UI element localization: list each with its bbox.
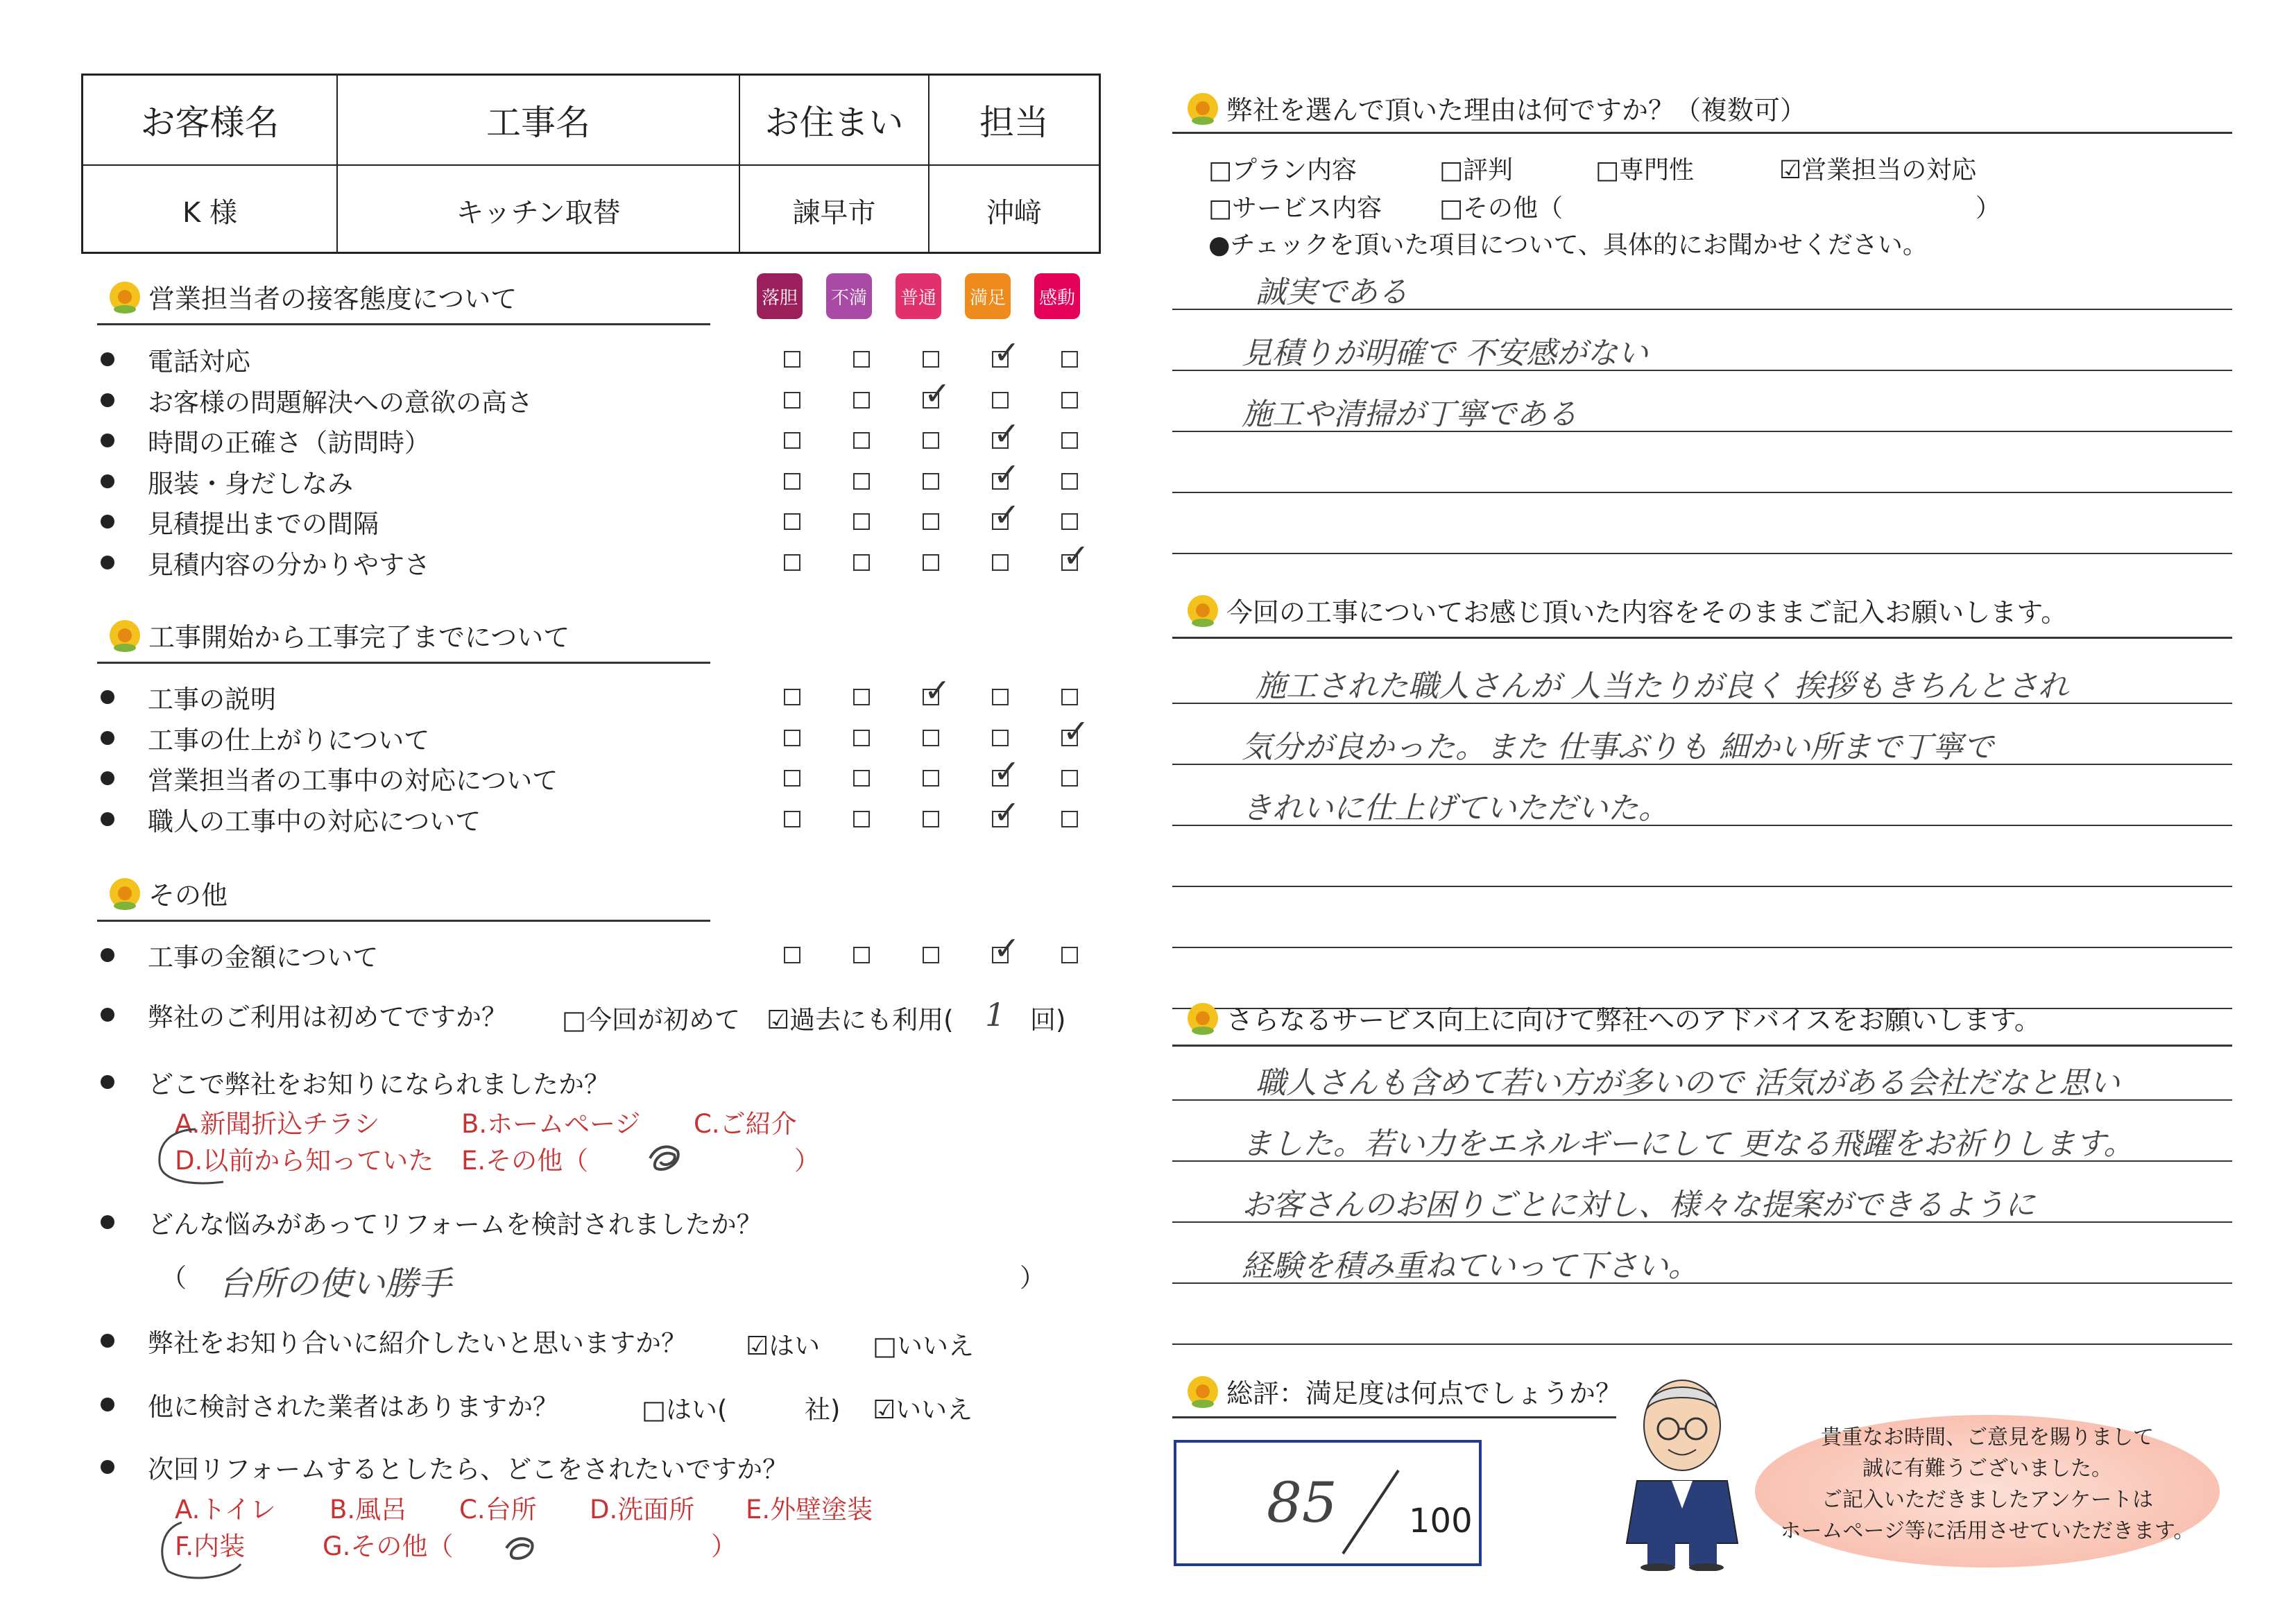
rating-checkbox[interactable] bbox=[784, 730, 800, 746]
handwritten-answer: きれいに仕上げていただいた。 bbox=[1242, 791, 1669, 826]
divider bbox=[97, 920, 710, 922]
header-customer-name: お客様名 bbox=[140, 103, 280, 143]
question-how-know bbox=[101, 1065, 610, 1099]
next-option-a[interactable]: A.トイレ bbox=[175, 1495, 276, 1525]
question-text: 見積提出までの間隔 bbox=[148, 509, 379, 540]
option-used-before[interactable]: ☑過去にも利用( bbox=[766, 1005, 954, 1035]
bullet bbox=[101, 731, 114, 745]
rating-checkbox[interactable] bbox=[923, 730, 939, 746]
rating-checkbox[interactable] bbox=[923, 770, 939, 787]
rating-checkbox[interactable] bbox=[784, 513, 800, 530]
question-text: 電話対応 bbox=[148, 347, 250, 377]
question-row bbox=[101, 545, 430, 580]
score-max: 100 bbox=[1409, 1502, 1473, 1540]
check-mark-icon: ✓ bbox=[993, 455, 1020, 493]
section-title-text: 営業担当者の接客態度について bbox=[148, 284, 517, 314]
rating-checkbox[interactable] bbox=[923, 513, 939, 530]
thanks-line: ご記入いただきましたアンケートは bbox=[1821, 1488, 2154, 1512]
rating-checkbox[interactable] bbox=[784, 811, 800, 827]
question-other-vendors bbox=[101, 1387, 558, 1422]
check-mark-icon: ✓ bbox=[993, 929, 1020, 967]
answer-line bbox=[1172, 1343, 2232, 1345]
question-score-title bbox=[1188, 1372, 1622, 1410]
next-option-d[interactable]: D.洗面所 bbox=[590, 1495, 695, 1525]
handwritten-answer: 気分が良かった。また 仕事ぶりも 細かい所まで丁寧で bbox=[1242, 730, 1994, 765]
rating-checkbox[interactable] bbox=[923, 432, 939, 449]
check-mark-icon: ✓ bbox=[993, 496, 1020, 534]
reason-reputation[interactable]: □評判 bbox=[1439, 156, 1514, 184]
header-residence: お住まい bbox=[764, 103, 904, 143]
question-first-time bbox=[101, 997, 507, 1032]
question-row bbox=[101, 464, 353, 499]
answer-line bbox=[1172, 947, 2232, 948]
worry-answer: 台所の使い勝手 bbox=[219, 1264, 452, 1303]
section-other-title bbox=[110, 874, 228, 912]
answer-line bbox=[1172, 886, 2232, 887]
bullet bbox=[101, 474, 114, 488]
staff-value: 沖﨑 bbox=[986, 196, 1042, 229]
rating-checkbox[interactable] bbox=[784, 473, 800, 490]
rating-checkbox[interactable] bbox=[853, 473, 870, 490]
know-option-a[interactable]: A.新聞折込チラシ bbox=[175, 1109, 380, 1139]
flower-icon bbox=[110, 620, 140, 651]
divider bbox=[1172, 637, 2232, 639]
rating-checkbox[interactable] bbox=[784, 947, 800, 963]
introduce-yes[interactable]: ☑はい bbox=[746, 1331, 821, 1361]
bullet bbox=[101, 690, 114, 704]
customer-name-value: K 様 bbox=[182, 196, 237, 229]
rating-checkbox[interactable] bbox=[1061, 473, 1078, 490]
flower-icon bbox=[110, 282, 140, 312]
handwritten-answer: 誠実である bbox=[1256, 275, 1408, 310]
divider bbox=[1172, 1045, 2232, 1047]
know-option-e[interactable]: E.その他（ bbox=[461, 1146, 589, 1176]
question-text: どんな悩みがあってリフォームを検討されましたか？ bbox=[148, 1210, 762, 1239]
handwritten-answer: ました。若い力をエネルギーにして 更なる飛躍をお祈りします。 bbox=[1242, 1126, 2134, 1162]
rating-checkbox[interactable] bbox=[784, 351, 800, 368]
check-mark-icon: ✓ bbox=[993, 334, 1020, 371]
customer-info-table bbox=[81, 74, 1101, 254]
rating-checkbox[interactable] bbox=[992, 730, 1009, 746]
answer-line bbox=[1172, 553, 2232, 554]
section-title-text: 工事開始から工事完了までについて bbox=[148, 622, 570, 653]
thanks-line: 誠に有難うございました。 bbox=[1862, 1457, 2112, 1481]
reason-sales-response[interactable]: ☑営業担当の対応 bbox=[1779, 156, 1977, 184]
mascot-illustration bbox=[1616, 1370, 1748, 1571]
rating-checkbox[interactable] bbox=[853, 689, 870, 705]
question-text: 見積内容の分かりやすさ bbox=[148, 550, 430, 580]
rating-checkbox[interactable] bbox=[784, 432, 800, 449]
check-mark-icon: ✓ bbox=[993, 753, 1020, 791]
rating-checkbox[interactable] bbox=[853, 513, 870, 530]
rating-checkbox[interactable] bbox=[992, 392, 1009, 409]
rating-checkbox[interactable] bbox=[923, 811, 939, 827]
know-option-d[interactable]: D.以前から知っていた bbox=[175, 1146, 434, 1176]
question-text: 服装・身だしなみ bbox=[148, 468, 353, 499]
rating-checkbox[interactable] bbox=[923, 554, 939, 571]
handwritten-answer: 見積りが明確で 不安感がない bbox=[1242, 336, 1648, 371]
divider bbox=[1172, 132, 2232, 134]
question-row bbox=[101, 761, 558, 796]
question-advice-title bbox=[1188, 999, 2041, 1037]
next-option-g[interactable]: G.その他（ bbox=[323, 1531, 454, 1561]
question-row bbox=[101, 680, 276, 714]
rating-checkbox[interactable] bbox=[1061, 811, 1078, 827]
other-vendors-count-suffix: 社) bbox=[805, 1395, 841, 1425]
check-mark-icon: ✓ bbox=[924, 374, 951, 412]
divider bbox=[97, 323, 710, 325]
question-worry bbox=[101, 1205, 762, 1239]
rating-checkbox[interactable] bbox=[923, 351, 939, 368]
bullet bbox=[101, 515, 114, 529]
thanks-line: ホームページ等に活用させていただきます。 bbox=[1780, 1519, 2195, 1543]
question-row bbox=[101, 423, 430, 458]
question-reason-title bbox=[1188, 89, 1806, 127]
bullet bbox=[101, 352, 114, 366]
residence-value: 諫早市 bbox=[792, 196, 876, 229]
reason-other-close: ） bbox=[1976, 194, 2001, 223]
selection-circle-f bbox=[154, 1515, 251, 1585]
question-text: 職人の工事中の対応について bbox=[148, 806, 481, 836]
question-text: お客様の問題解決への意欲の高さ bbox=[148, 387, 533, 418]
rating-checkbox[interactable] bbox=[992, 689, 1009, 705]
bullet bbox=[101, 393, 114, 407]
reason-service[interactable]: □サービス内容 bbox=[1208, 194, 1382, 223]
bullet bbox=[101, 433, 114, 447]
header-work-name: 工事名 bbox=[486, 103, 590, 143]
rating-checkbox[interactable] bbox=[784, 689, 800, 705]
question-text: どこで弊社をお知りになられましたか？ bbox=[148, 1070, 610, 1099]
score-box bbox=[1174, 1440, 1482, 1566]
question-text: 時間の正確さ（訪問時） bbox=[148, 428, 430, 458]
section-construction-title bbox=[110, 616, 569, 654]
question-text: 工事の説明 bbox=[148, 685, 276, 714]
divider bbox=[1172, 1416, 1616, 1418]
rating-checkbox[interactable] bbox=[1061, 513, 1078, 530]
question-price bbox=[101, 938, 378, 972]
question-text: 工事の金額について bbox=[148, 943, 379, 972]
handwritten-answer: 施工された職人さんが 人当たりが良く 挨拶もきちんとされ bbox=[1256, 669, 2068, 704]
question-row bbox=[101, 504, 379, 539]
question-next-reform bbox=[101, 1450, 788, 1484]
next-option-b[interactable]: B.風呂 bbox=[329, 1495, 407, 1525]
work-name-value: キッチン取替 bbox=[456, 196, 621, 229]
rating-checkbox[interactable] bbox=[853, 811, 870, 827]
rating-checkbox[interactable] bbox=[1061, 689, 1078, 705]
used-count: 1 bbox=[985, 996, 1006, 1033]
question-text: 営業担当者の工事中の対応について bbox=[148, 766, 558, 796]
thanks-line: 貴重なお時間、ご意見を賜りまして bbox=[1821, 1425, 2154, 1450]
know-option-e-close: ） bbox=[794, 1146, 820, 1176]
question-impression-title bbox=[1188, 591, 2067, 629]
rating-checkbox[interactable] bbox=[784, 392, 800, 409]
question-introduce bbox=[101, 1323, 687, 1358]
section-title-text: 弊社を選んで頂いた理由は何ですか？（複数可） bbox=[1226, 95, 1807, 126]
answer-line bbox=[1172, 492, 2232, 493]
divider bbox=[97, 662, 710, 664]
question-text: 弊社のご利用は初めてですか？ bbox=[148, 1002, 507, 1032]
question-row bbox=[101, 342, 250, 377]
worry-close: ） bbox=[1020, 1263, 1045, 1293]
rating-checkbox[interactable] bbox=[853, 392, 870, 409]
question-row bbox=[101, 721, 429, 755]
worry-open: （ bbox=[161, 1263, 187, 1293]
rating-checkbox[interactable] bbox=[853, 554, 870, 571]
handwritten-answer: 職人さんも含めて若い方が多いので 活気がある会社だなと思い bbox=[1256, 1065, 2120, 1101]
check-mark-icon: ✓ bbox=[924, 671, 951, 709]
other-vendors-yes[interactable]: □はい( bbox=[642, 1395, 728, 1425]
rating-badge: 感動 bbox=[1034, 273, 1080, 319]
next-option-f[interactable]: F.内装 bbox=[175, 1531, 246, 1561]
flower-icon bbox=[1188, 93, 1218, 123]
know-option-c[interactable]: C.ご紹介 bbox=[694, 1109, 797, 1139]
flower-icon bbox=[1188, 1376, 1218, 1407]
check-mark-icon: ✓ bbox=[1063, 712, 1090, 750]
handwritten-answer: 施工や清掃が丁寧である bbox=[1242, 397, 1577, 432]
score-value: 85 bbox=[1267, 1470, 1337, 1535]
next-option-c[interactable]: C.台所 bbox=[459, 1495, 537, 1525]
handwritten-answer: お客さんのお困りごとに対し、様々な提案ができるように bbox=[1242, 1187, 2035, 1223]
question-text: 次回リフォームするとしたら、どこをされたいですか？ bbox=[148, 1454, 789, 1484]
section-title-text: さらなるサービス向上に向けて弊社へのアドバイスをお願いします。 bbox=[1226, 1005, 2041, 1036]
section-sales-attitude-title bbox=[110, 277, 517, 316]
next-option-e[interactable]: E.外壁塗装 bbox=[746, 1495, 873, 1525]
reason-other[interactable]: □その他（ bbox=[1439, 194, 1563, 223]
rating-checkbox[interactable] bbox=[1061, 392, 1078, 409]
check-mark-icon: ✓ bbox=[1063, 537, 1090, 574]
introduce-no[interactable]: □いいえ bbox=[873, 1331, 974, 1361]
rating-checkbox[interactable] bbox=[923, 947, 939, 963]
reason-expertise[interactable]: □専門性 bbox=[1595, 156, 1695, 184]
rating-checkbox[interactable] bbox=[1061, 947, 1078, 963]
next-option-g-close: ） bbox=[711, 1531, 737, 1561]
rating-checkbox[interactable] bbox=[853, 947, 870, 963]
flower-icon bbox=[1188, 1003, 1218, 1033]
rating-checkbox[interactable] bbox=[1061, 770, 1078, 787]
rating-checkbox[interactable] bbox=[1061, 351, 1078, 368]
bullet bbox=[101, 812, 114, 826]
header-staff: 担当 bbox=[979, 103, 1049, 143]
question-text: 弊社をお知り合いに紹介したいと思いますか？ bbox=[148, 1328, 687, 1358]
rating-checkbox[interactable] bbox=[853, 351, 870, 368]
reason-plan[interactable]: □プラン内容 bbox=[1208, 156, 1357, 184]
rating-badge: 満足 bbox=[965, 273, 1011, 319]
thanks-text bbox=[1755, 1422, 2220, 1547]
section-title-text: 総評：満足度は何点でしょうか？ bbox=[1226, 1378, 1622, 1409]
rating-checkbox[interactable] bbox=[923, 473, 939, 490]
section-title-text: その他 bbox=[148, 880, 228, 911]
rating-checkbox[interactable] bbox=[992, 554, 1009, 571]
option-first-time[interactable]: □今回が初めて bbox=[562, 1005, 740, 1035]
score-slash bbox=[1336, 1463, 1405, 1561]
rating-checkbox[interactable] bbox=[1061, 432, 1078, 449]
rating-checkbox[interactable] bbox=[853, 770, 870, 787]
section-title-text: 今回の工事についてお感じ頂いた内容をそのままご記入お願いします。 bbox=[1226, 597, 2068, 628]
bullet bbox=[101, 556, 114, 569]
scribble-mark bbox=[646, 1141, 685, 1176]
flower-icon bbox=[1188, 595, 1218, 626]
question-text: 他に検討された業者はありますか？ bbox=[148, 1392, 558, 1422]
rating-badge: 普通 bbox=[896, 273, 941, 319]
reason-detail-prompt: ●チェックを頂いた項目について、具体的にお聞かせください。 bbox=[1208, 231, 1928, 259]
check-mark-icon: ✓ bbox=[993, 415, 1020, 453]
rating-badge: 不満 bbox=[826, 273, 872, 319]
other-vendors-no[interactable]: ☑いいえ bbox=[873, 1395, 973, 1425]
rating-checkbox[interactable] bbox=[853, 432, 870, 449]
rating-checkbox[interactable] bbox=[853, 730, 870, 746]
know-option-b[interactable]: B.ホームページ bbox=[461, 1109, 641, 1139]
bullet bbox=[101, 771, 114, 785]
used-count-suffix: 回) bbox=[1030, 1005, 1066, 1035]
question-text: 工事の仕上がりについて bbox=[148, 725, 430, 755]
flower-icon bbox=[110, 878, 140, 909]
question-row bbox=[101, 383, 533, 418]
scribble-mark bbox=[503, 1533, 538, 1563]
selection-circle-d bbox=[154, 1125, 244, 1187]
question-row bbox=[101, 802, 481, 836]
check-mark-icon: ✓ bbox=[993, 793, 1020, 831]
rating-checkbox[interactable] bbox=[784, 554, 800, 571]
handwritten-answer: 経験を積み重ねていって下さい。 bbox=[1242, 1248, 1699, 1284]
rating-checkbox[interactable] bbox=[784, 770, 800, 787]
rating-badge: 落胆 bbox=[757, 273, 803, 319]
